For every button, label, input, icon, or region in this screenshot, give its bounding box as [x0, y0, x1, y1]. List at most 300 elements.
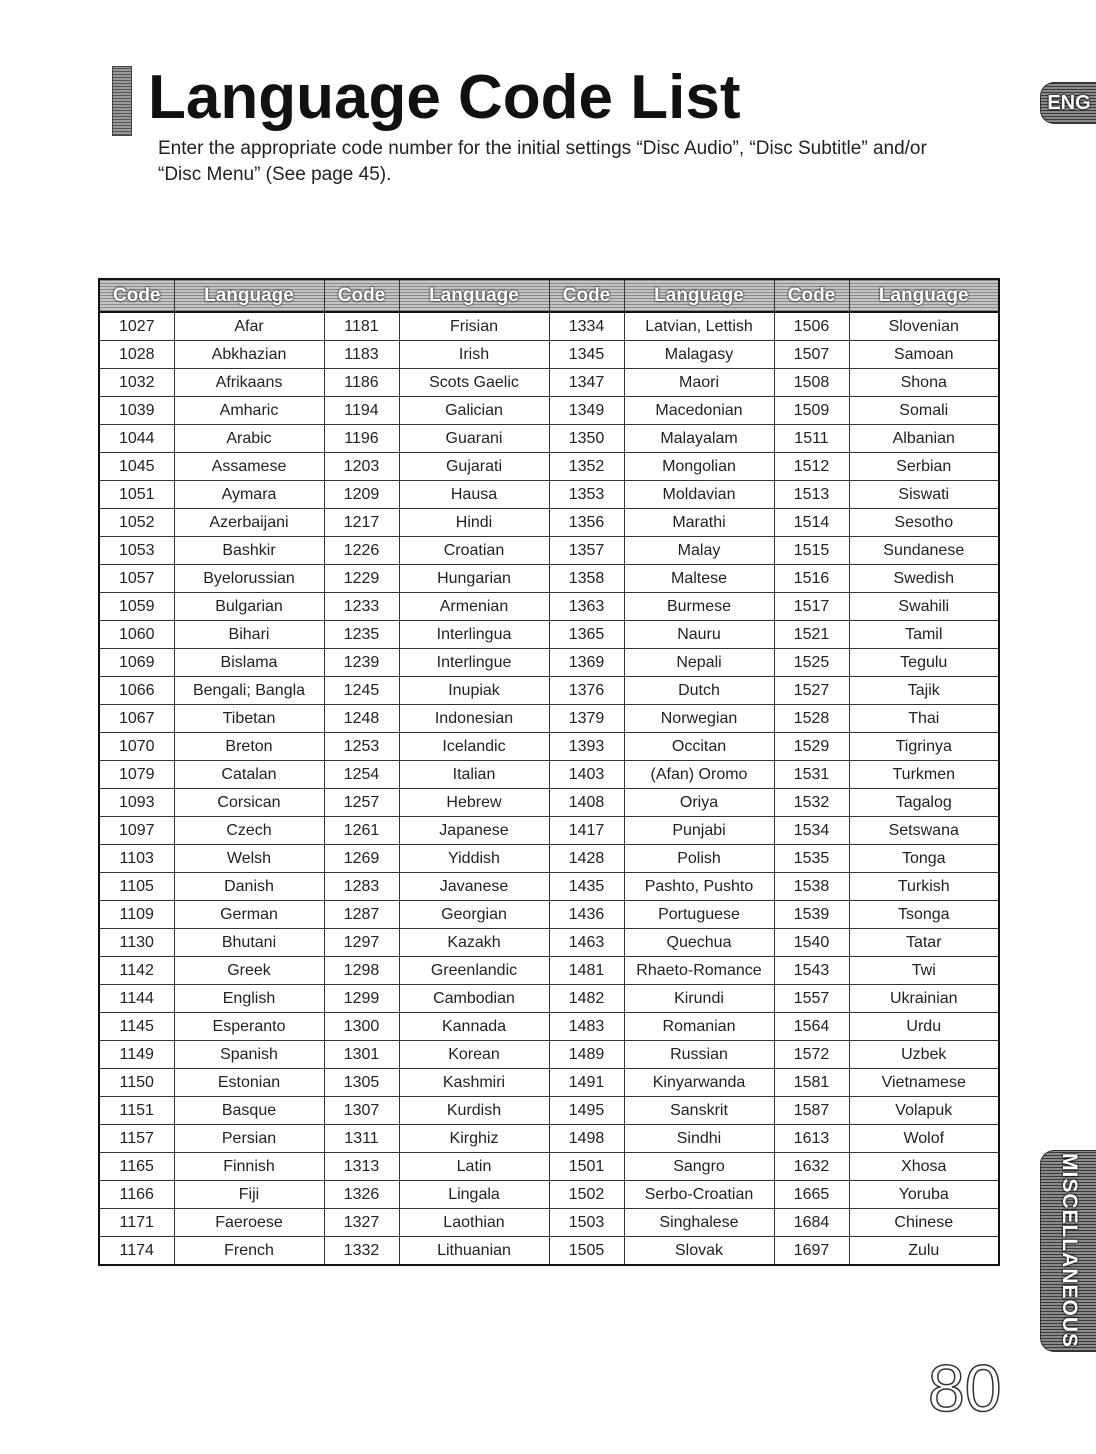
- code-cell: 1150: [99, 1069, 174, 1097]
- language-cell: Slovak: [624, 1237, 774, 1266]
- code-cell: 1287: [324, 901, 399, 929]
- code-cell: 1498: [549, 1125, 624, 1153]
- language-cell: Indonesian: [399, 705, 549, 733]
- code-cell: 1501: [549, 1153, 624, 1181]
- table-row: [99, 649, 999, 677]
- language-cell: Catalan: [174, 761, 324, 789]
- language-cell: (Afan) Oromo: [624, 761, 774, 789]
- code-cell: 1301: [324, 1041, 399, 1069]
- code-cell: 1334: [549, 312, 624, 341]
- language-cell: Quechua: [624, 929, 774, 957]
- code-cell: 1515: [774, 537, 849, 565]
- language-cell: Samoan: [849, 341, 999, 369]
- language-cell: Interlingue: [399, 649, 549, 677]
- language-cell: Polish: [624, 845, 774, 873]
- language-cell: Kurdish: [399, 1097, 549, 1125]
- language-cell: Mongolian: [624, 453, 774, 481]
- code-cell: 1365: [549, 621, 624, 649]
- code-cell: 1508: [774, 369, 849, 397]
- code-cell: 1506: [774, 312, 849, 341]
- code-cell: 1538: [774, 873, 849, 901]
- table-row: [99, 873, 999, 901]
- language-cell: Cambodian: [399, 985, 549, 1013]
- language-cell: Inupiak: [399, 677, 549, 705]
- intro-text: Enter the appropriate code number for the initial settings “Disc Audio”, “Disc Subtitle” and/or “Disc Menu” (See page 45).: [158, 138, 927, 185]
- language-cell: Amharic: [174, 397, 324, 425]
- code-cell: 1039: [99, 397, 174, 425]
- table-row: [99, 312, 999, 341]
- language-cell: Occitan: [624, 733, 774, 761]
- language-cell: Nauru: [624, 621, 774, 649]
- language-cell: Oriya: [624, 789, 774, 817]
- code-cell: 1435: [549, 873, 624, 901]
- code-cell: 1103: [99, 845, 174, 873]
- language-cell: Japanese: [399, 817, 549, 845]
- language-code-table: [98, 278, 1000, 1266]
- language-cell: Uzbek: [849, 1041, 999, 1069]
- code-cell: 1130: [99, 929, 174, 957]
- language-cell: Korean: [399, 1041, 549, 1069]
- table-row: [99, 705, 999, 733]
- table-row: [99, 621, 999, 649]
- language-cell: Wolof: [849, 1125, 999, 1153]
- language-cell: Swedish: [849, 565, 999, 593]
- code-cell: 1109: [99, 901, 174, 929]
- table-row: [99, 1153, 999, 1181]
- language-cell: Kinyarwanda: [624, 1069, 774, 1097]
- eng-section-tab: [1040, 82, 1096, 124]
- code-cell: 1349: [549, 397, 624, 425]
- language-cell: Malagasy: [624, 341, 774, 369]
- table-row: [99, 397, 999, 425]
- table-row: [99, 985, 999, 1013]
- code-cell: 1684: [774, 1209, 849, 1237]
- language-cell: Irish: [399, 341, 549, 369]
- language-cell: Abkhazian: [174, 341, 324, 369]
- code-cell: 1093: [99, 789, 174, 817]
- code-cell: 1283: [324, 873, 399, 901]
- code-cell: 1044: [99, 425, 174, 453]
- code-cell: 1564: [774, 1013, 849, 1041]
- code-cell: 1105: [99, 873, 174, 901]
- language-cell: German: [174, 901, 324, 929]
- language-cell: Bihari: [174, 621, 324, 649]
- code-cell: 1327: [324, 1209, 399, 1237]
- code-cell: 1174: [99, 1237, 174, 1266]
- language-cell: Maori: [624, 369, 774, 397]
- code-cell: 1481: [549, 957, 624, 985]
- code-cell: 1052: [99, 509, 174, 537]
- code-cell: 1300: [324, 1013, 399, 1041]
- language-cell: Italian: [399, 761, 549, 789]
- language-cell: Sindhi: [624, 1125, 774, 1153]
- code-cell: 1511: [774, 425, 849, 453]
- code-cell: 1032: [99, 369, 174, 397]
- table-row: [99, 369, 999, 397]
- code-cell: 1194: [324, 397, 399, 425]
- code-cell: 1151: [99, 1097, 174, 1125]
- code-cell: 1097: [99, 817, 174, 845]
- code-cell: 1203: [324, 453, 399, 481]
- table-row: [99, 1069, 999, 1097]
- code-cell: 1529: [774, 733, 849, 761]
- code-cell: 1428: [549, 845, 624, 873]
- language-cell: Hebrew: [399, 789, 549, 817]
- language-cell: Tatar: [849, 929, 999, 957]
- language-cell: Esperanto: [174, 1013, 324, 1041]
- code-cell: 1144: [99, 985, 174, 1013]
- language-cell: Lingala: [399, 1181, 549, 1209]
- language-cell: Serbo-Croatian: [624, 1181, 774, 1209]
- language-cell: Yiddish: [399, 845, 549, 873]
- language-cell: Shona: [849, 369, 999, 397]
- code-cell: 1059: [99, 593, 174, 621]
- code-cell: 1543: [774, 957, 849, 985]
- language-cell: Dutch: [624, 677, 774, 705]
- code-cell: 1269: [324, 845, 399, 873]
- code-cell: 1665: [774, 1181, 849, 1209]
- code-cell: 1057: [99, 565, 174, 593]
- table-row: [99, 1125, 999, 1153]
- code-cell: 1512: [774, 453, 849, 481]
- table-row: [99, 845, 999, 873]
- language-cell: Slovenian: [849, 312, 999, 341]
- code-cell: 1356: [549, 509, 624, 537]
- code-cell: 1509: [774, 397, 849, 425]
- language-cell: Javanese: [399, 873, 549, 901]
- code-cell: 1311: [324, 1125, 399, 1153]
- page-number: 80: [928, 1351, 1002, 1425]
- code-cell: 1186: [324, 369, 399, 397]
- code-cell: 1326: [324, 1181, 399, 1209]
- code-cell: 1535: [774, 845, 849, 873]
- title-accent-bar: [112, 66, 132, 136]
- code-cell: 1525: [774, 649, 849, 677]
- language-cell: Danish: [174, 873, 324, 901]
- language-cell: Sundanese: [849, 537, 999, 565]
- code-cell: 1171: [99, 1209, 174, 1237]
- code-cell: 1226: [324, 537, 399, 565]
- code-cell: 1332: [324, 1237, 399, 1266]
- code-cell: 1521: [774, 621, 849, 649]
- language-cell: Macedonian: [624, 397, 774, 425]
- language-cell: Greek: [174, 957, 324, 985]
- code-cell: 1235: [324, 621, 399, 649]
- code-cell: 1482: [549, 985, 624, 1013]
- language-cell: Hindi: [399, 509, 549, 537]
- code-cell: 1313: [324, 1153, 399, 1181]
- code-cell: 1297: [324, 929, 399, 957]
- code-cell: 1393: [549, 733, 624, 761]
- language-cell: Estonian: [174, 1069, 324, 1097]
- code-cell: 1358: [549, 565, 624, 593]
- language-cell: Bislama: [174, 649, 324, 677]
- table-row: [99, 677, 999, 705]
- code-cell: 1491: [549, 1069, 624, 1097]
- language-cell: Urdu: [849, 1013, 999, 1041]
- table-row: [99, 817, 999, 845]
- code-cell: 1157: [99, 1125, 174, 1153]
- code-cell: 1403: [549, 761, 624, 789]
- code-cell: 1613: [774, 1125, 849, 1153]
- code-cell: 1514: [774, 509, 849, 537]
- code-cell: 1245: [324, 677, 399, 705]
- language-cell: Malay: [624, 537, 774, 565]
- language-cell: Spanish: [174, 1041, 324, 1069]
- code-cell: 1196: [324, 425, 399, 453]
- page-title: Language Code List: [148, 63, 741, 132]
- language-cell: Turkish: [849, 873, 999, 901]
- language-cell: Basque: [174, 1097, 324, 1125]
- code-cell: 1532: [774, 789, 849, 817]
- language-cell: Yoruba: [849, 1181, 999, 1209]
- code-cell: 1379: [549, 705, 624, 733]
- language-cell: Romanian: [624, 1013, 774, 1041]
- table-body: [99, 312, 999, 1265]
- code-cell: 1079: [99, 761, 174, 789]
- language-cell: Russian: [624, 1041, 774, 1069]
- code-cell: 1352: [549, 453, 624, 481]
- language-cell: Azerbaijani: [174, 509, 324, 537]
- column-header-language: Language: [174, 279, 324, 312]
- table-row: [99, 957, 999, 985]
- code-cell: 1516: [774, 565, 849, 593]
- language-cell: Marathi: [624, 509, 774, 537]
- language-cell: Pashto, Pushto: [624, 873, 774, 901]
- language-cell: Somali: [849, 397, 999, 425]
- language-cell: Hausa: [399, 481, 549, 509]
- code-cell: 1572: [774, 1041, 849, 1069]
- language-cell: Faeroese: [174, 1209, 324, 1237]
- language-cell: Persian: [174, 1125, 324, 1153]
- column-header-code: Code: [324, 279, 399, 312]
- code-cell: 1507: [774, 341, 849, 369]
- language-cell: Hungarian: [399, 565, 549, 593]
- code-cell: 1581: [774, 1069, 849, 1097]
- code-cell: 1257: [324, 789, 399, 817]
- language-cell: Rhaeto-Romance: [624, 957, 774, 985]
- language-cell: Latvian, Lettish: [624, 312, 774, 341]
- code-cell: 1239: [324, 649, 399, 677]
- language-cell: Czech: [174, 817, 324, 845]
- code-cell: 1028: [99, 341, 174, 369]
- table-row: [99, 425, 999, 453]
- code-cell: 1209: [324, 481, 399, 509]
- language-cell: Moldavian: [624, 481, 774, 509]
- code-cell: 1350: [549, 425, 624, 453]
- language-cell: Galician: [399, 397, 549, 425]
- language-cell: Turkmen: [849, 761, 999, 789]
- table-row: [99, 341, 999, 369]
- code-cell: 1165: [99, 1153, 174, 1181]
- code-cell: 1261: [324, 817, 399, 845]
- code-cell: 1505: [549, 1237, 624, 1266]
- code-cell: 1531: [774, 761, 849, 789]
- column-header-code: Code: [549, 279, 624, 312]
- code-cell: 1408: [549, 789, 624, 817]
- language-cell: Serbian: [849, 453, 999, 481]
- code-cell: 1066: [99, 677, 174, 705]
- language-cell: Tsonga: [849, 901, 999, 929]
- table-row: [99, 1097, 999, 1125]
- code-cell: 1463: [549, 929, 624, 957]
- column-header-language: Language: [624, 279, 774, 312]
- code-cell: 1517: [774, 593, 849, 621]
- code-cell: 1587: [774, 1097, 849, 1125]
- code-cell: 1436: [549, 901, 624, 929]
- column-header-code: Code: [99, 279, 174, 312]
- language-cell: English: [174, 985, 324, 1013]
- code-cell: 1229: [324, 565, 399, 593]
- language-cell: Tigrinya: [849, 733, 999, 761]
- code-cell: 1166: [99, 1181, 174, 1209]
- language-cell: Kazakh: [399, 929, 549, 957]
- language-cell: Volapuk: [849, 1097, 999, 1125]
- code-cell: 1417: [549, 817, 624, 845]
- code-cell: 1053: [99, 537, 174, 565]
- language-cell: Icelandic: [399, 733, 549, 761]
- table-row: [99, 733, 999, 761]
- table-row: [99, 1209, 999, 1237]
- code-cell: 1489: [549, 1041, 624, 1069]
- code-cell: 1376: [549, 677, 624, 705]
- code-cell: 1557: [774, 985, 849, 1013]
- language-cell: Frisian: [399, 312, 549, 341]
- language-cell: Latin: [399, 1153, 549, 1181]
- code-cell: 1183: [324, 341, 399, 369]
- language-cell: Zulu: [849, 1237, 999, 1266]
- code-cell: 1528: [774, 705, 849, 733]
- language-cell: Arabic: [174, 425, 324, 453]
- code-cell: 1142: [99, 957, 174, 985]
- language-cell: Sesotho: [849, 509, 999, 537]
- code-cell: 1070: [99, 733, 174, 761]
- language-cell: Fiji: [174, 1181, 324, 1209]
- table-row: [99, 537, 999, 565]
- code-cell: 1363: [549, 593, 624, 621]
- code-cell: 1298: [324, 957, 399, 985]
- code-cell: 1534: [774, 817, 849, 845]
- code-cell: 1069: [99, 649, 174, 677]
- language-cell: Tagalog: [849, 789, 999, 817]
- table-row: [99, 789, 999, 817]
- language-cell: Breton: [174, 733, 324, 761]
- code-cell: 1233: [324, 593, 399, 621]
- language-cell: Finnish: [174, 1153, 324, 1181]
- language-cell: Kirundi: [624, 985, 774, 1013]
- language-cell: Twi: [849, 957, 999, 985]
- code-cell: 1145: [99, 1013, 174, 1041]
- language-cell: Xhosa: [849, 1153, 999, 1181]
- language-cell: French: [174, 1237, 324, 1266]
- code-cell: 1357: [549, 537, 624, 565]
- language-cell: Assamese: [174, 453, 324, 481]
- language-cell: Bengali; Bangla: [174, 677, 324, 705]
- language-cell: Guarani: [399, 425, 549, 453]
- table-row: [99, 1041, 999, 1069]
- language-cell: Gujarati: [399, 453, 549, 481]
- code-cell: 1502: [549, 1181, 624, 1209]
- language-cell: Maltese: [624, 565, 774, 593]
- table-row: [99, 1013, 999, 1041]
- code-cell: 1369: [549, 649, 624, 677]
- table-header-row: [99, 279, 999, 312]
- eng-tab-label: ENG: [1047, 91, 1091, 114]
- table-row: [99, 453, 999, 481]
- language-cell: Corsican: [174, 789, 324, 817]
- language-cell: Tibetan: [174, 705, 324, 733]
- language-cell: Scots Gaelic: [399, 369, 549, 397]
- language-cell: Laothian: [399, 1209, 549, 1237]
- code-cell: 1299: [324, 985, 399, 1013]
- code-cell: 1345: [549, 341, 624, 369]
- code-cell: 1217: [324, 509, 399, 537]
- column-header-language: Language: [399, 279, 549, 312]
- code-cell: 1353: [549, 481, 624, 509]
- language-cell: Swahili: [849, 593, 999, 621]
- language-cell: Kannada: [399, 1013, 549, 1041]
- language-cell: Malayalam: [624, 425, 774, 453]
- code-cell: 1697: [774, 1237, 849, 1266]
- language-cell: Georgian: [399, 901, 549, 929]
- language-cell: Siswati: [849, 481, 999, 509]
- language-cell: Bashkir: [174, 537, 324, 565]
- language-cell: Armenian: [399, 593, 549, 621]
- language-cell: Kirghiz: [399, 1125, 549, 1153]
- table-row: [99, 901, 999, 929]
- code-cell: 1045: [99, 453, 174, 481]
- language-cell: Albanian: [849, 425, 999, 453]
- language-cell: Interlingua: [399, 621, 549, 649]
- code-cell: 1051: [99, 481, 174, 509]
- language-cell: Bulgarian: [174, 593, 324, 621]
- language-cell: Sangro: [624, 1153, 774, 1181]
- code-cell: 1632: [774, 1153, 849, 1181]
- language-cell: Welsh: [174, 845, 324, 873]
- language-cell: Afrikaans: [174, 369, 324, 397]
- code-cell: 1305: [324, 1069, 399, 1097]
- code-cell: 1503: [549, 1209, 624, 1237]
- language-cell: Thai: [849, 705, 999, 733]
- code-cell: 1540: [774, 929, 849, 957]
- language-cell: Sanskrit: [624, 1097, 774, 1125]
- code-cell: 1495: [549, 1097, 624, 1125]
- language-cell: Croatian: [399, 537, 549, 565]
- code-cell: 1347: [549, 369, 624, 397]
- language-cell: Tegulu: [849, 649, 999, 677]
- table-row: [99, 509, 999, 537]
- language-cell: Greenlandic: [399, 957, 549, 985]
- code-cell: 1067: [99, 705, 174, 733]
- language-cell: Portuguese: [624, 901, 774, 929]
- language-cell: Vietnamese: [849, 1069, 999, 1097]
- language-cell: Afar: [174, 312, 324, 341]
- code-cell: 1181: [324, 312, 399, 341]
- code-cell: 1539: [774, 901, 849, 929]
- column-header-language: Language: [849, 279, 999, 312]
- miscellaneous-section-tab: [1040, 1150, 1096, 1352]
- code-cell: 1527: [774, 677, 849, 705]
- code-cell: 1513: [774, 481, 849, 509]
- table-row: [99, 481, 999, 509]
- table-row: [99, 1181, 999, 1209]
- table-row: [99, 593, 999, 621]
- code-cell: 1483: [549, 1013, 624, 1041]
- language-cell: Setswana: [849, 817, 999, 845]
- misc-tab-label: MISCELLANEOUS: [1058, 1153, 1081, 1349]
- table-row: [99, 929, 999, 957]
- language-cell: Aymara: [174, 481, 324, 509]
